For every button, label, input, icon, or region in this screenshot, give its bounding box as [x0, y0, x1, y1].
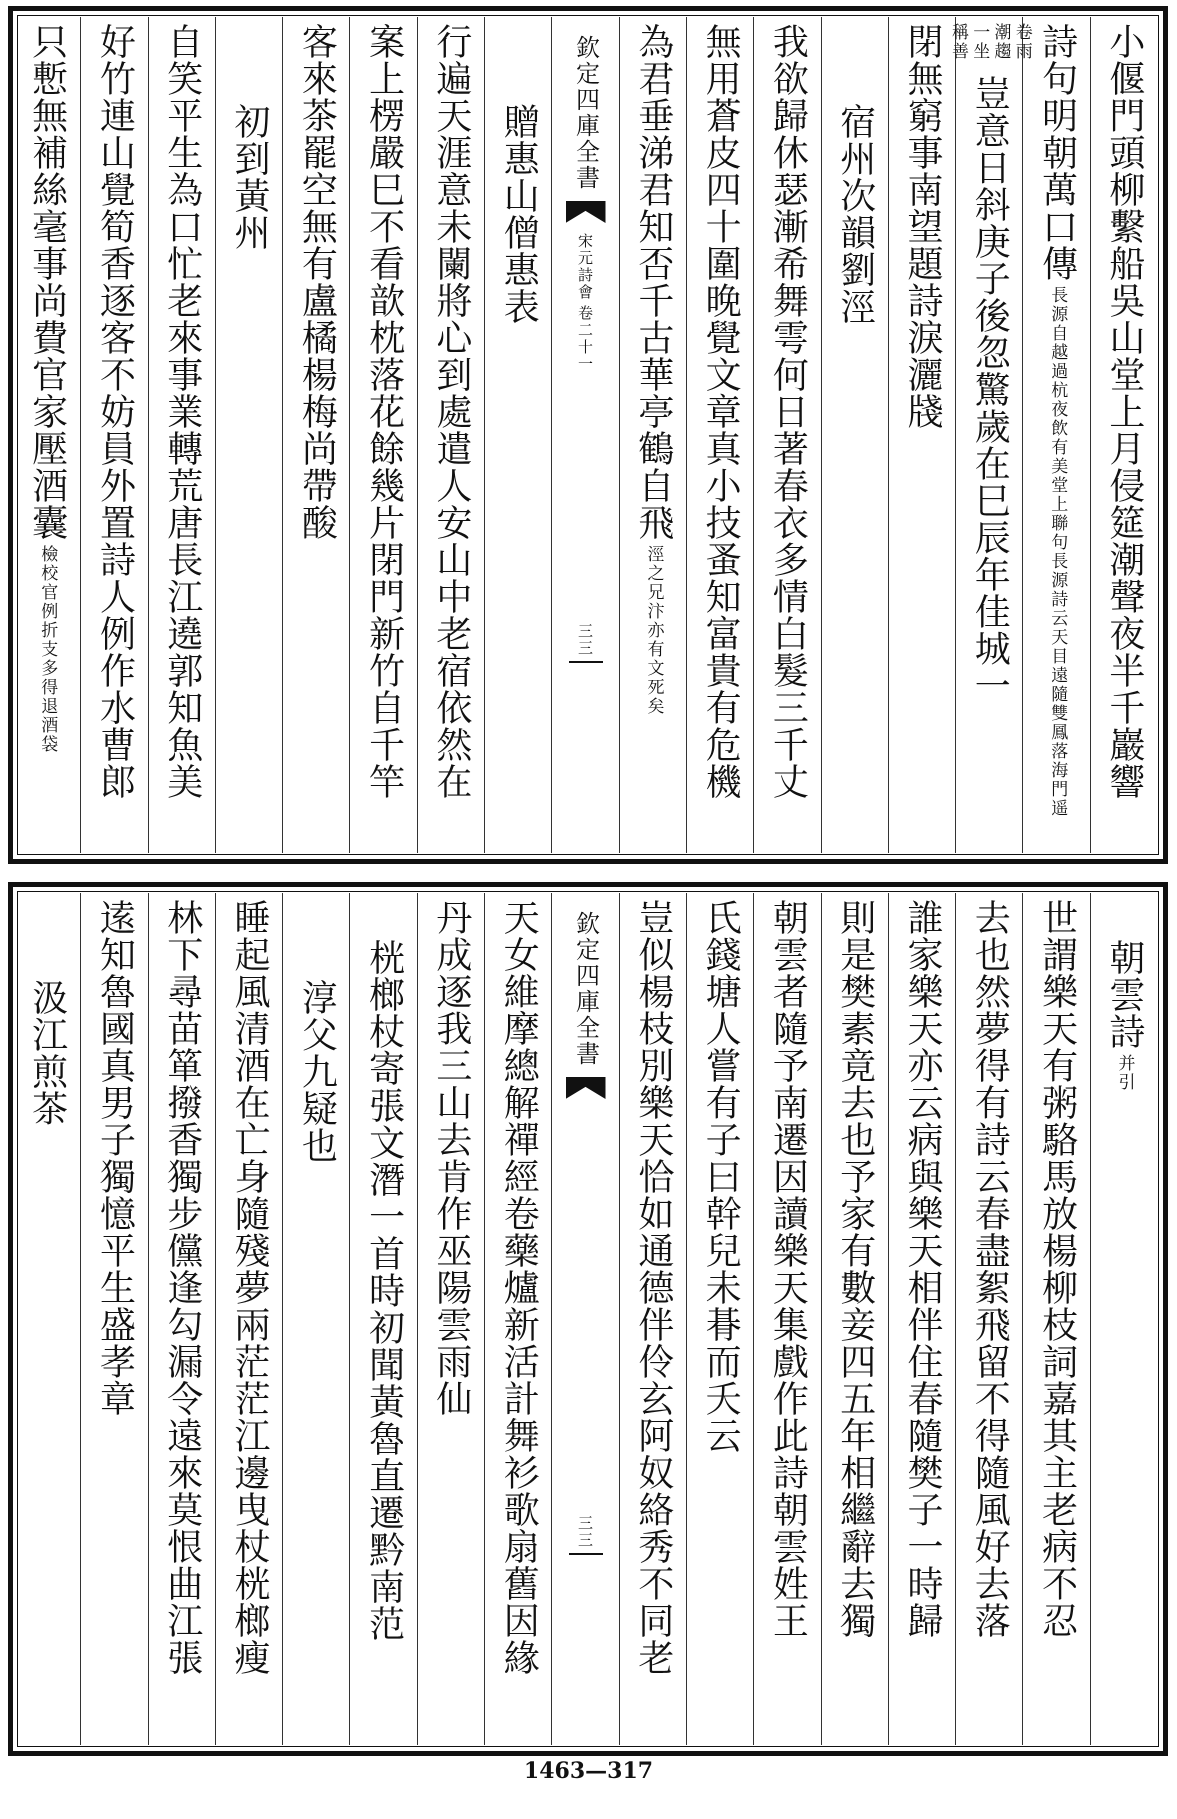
folio-number: 三三: [576, 1515, 595, 1549]
column-text: 為君垂涕君知否千古華亭鶴自飛: [632, 23, 674, 541]
text-column: [753, 893, 820, 1745]
text-column: [686, 893, 753, 1745]
volume-number: 卷二十一: [576, 305, 595, 373]
page-number: 1463—317: [523, 1758, 654, 1784]
text-column: [484, 893, 551, 1745]
section-heading: 朝雲詩: [1103, 939, 1145, 1050]
column-text: 只慙無補絲毫事尚費官家壓酒囊: [26, 23, 68, 541]
folio-rule: [569, 1553, 603, 1555]
lower-page-columns: [13, 887, 1163, 1751]
column-text: 閉無窮事南望題詩淚灑牋: [901, 23, 943, 430]
text-column: [417, 893, 484, 1745]
folio-number: 三三: [576, 623, 595, 657]
text-column: [148, 893, 215, 1745]
text-column: [1090, 17, 1157, 853]
folio-rule: [569, 661, 603, 663]
book-title: 欽定四庫全書: [571, 35, 600, 191]
section-heading: 初到黃州: [229, 103, 271, 251]
column-text: 豈意日斜庚子後忽驚歲在巳辰年佳城一: [969, 75, 1011, 704]
text-column: [1090, 893, 1157, 1745]
column-text: 睡起風清酒在亡身隨殘夢兩茫茫江邊曳杖桄榔瘦: [229, 899, 271, 1676]
text-column: [349, 17, 416, 853]
column-text: 自笑平生為口忙老來事業轉荒唐長江遶郭知魚美: [161, 23, 203, 800]
text-column: [349, 893, 416, 1745]
column-text: 天女維摩總解禪經卷藥爐新活計舞衫歌扇舊因緣: [498, 899, 540, 1676]
column-text: 世謂樂天有粥駱馬放楊柳枝詞嘉其主老病不忍: [1036, 899, 1078, 1639]
fishtail-mark: [566, 1077, 606, 1099]
section-heading: 淳父九疑也: [296, 979, 338, 1164]
text-column: [282, 893, 349, 1745]
text-column: [13, 893, 80, 1745]
text-column: [955, 893, 1022, 1745]
column-text: 去也然夢得有詩云春盡絮飛留不得隨風好去落: [969, 899, 1011, 1639]
text-column: [417, 17, 484, 853]
text-column: [821, 17, 888, 853]
column-text: 林下尋苗箪撥香獨步儻逢勾漏令遠來莫恨曲江張: [161, 899, 203, 1676]
text-column: [215, 893, 282, 1745]
lower-page-frame: [8, 882, 1168, 1756]
text-column: [148, 17, 215, 853]
text-column: [282, 17, 349, 853]
text-column: [1022, 893, 1089, 1745]
column-text: 氏錢塘人嘗有子曰幹兒未朞而夭云: [700, 899, 742, 1454]
text-column: [80, 17, 147, 853]
volume-caption: 宋元詩會: [576, 233, 595, 301]
column-text: 豈似楊枝別樂天恰如通德伴伶玄阿奴絡秀不同老: [632, 899, 674, 1676]
column-text: 客來茶罷空無有盧橘楊梅尚帶酸: [296, 23, 338, 541]
text-column: [888, 893, 955, 1745]
text-column: [619, 17, 686, 853]
section-heading: 汲江煎茶: [26, 979, 68, 1127]
upper-page-frame: [8, 6, 1168, 864]
book-title: 欽定四庫全書: [571, 911, 600, 1067]
column-text: 詩句明朝萬口傳: [1036, 23, 1078, 282]
column-text: 則是樊素竟去也予家有數妾四五年相繼辭去獨: [834, 899, 876, 1639]
annotation-note: 卷雨潮趨一坐稱善: [948, 23, 1032, 61]
column-text: 無用蒼皮四十圍晚覺文章真小技蚤知富貴有危機: [700, 23, 742, 800]
column-text: 案上楞嚴巳不看歆枕落花餘幾片閉門新竹自千竿: [363, 23, 405, 800]
section-heading: 宿州次韻劉涇: [834, 103, 876, 325]
text-column: [80, 893, 147, 1745]
text-column: [215, 17, 282, 853]
text-column: [484, 17, 551, 853]
upper-page-columns: [13, 11, 1163, 859]
column-text: 逺知魯國真男子獨憶平生盛孝章: [94, 899, 136, 1417]
heading-note: 并引: [1114, 1054, 1135, 1092]
section-heading: 贈惠山僧惠表: [498, 103, 540, 325]
annotation-note: 涇之兄汴亦有文死矣: [643, 545, 664, 716]
fishtail-mark: [566, 201, 606, 223]
section-heading: 桄榔杖寄張文潛一首時初聞黃魯直遷黔南范: [363, 939, 405, 1642]
text-column: [619, 893, 686, 1745]
column-text: 朝雲者隨予南遷因讀樂天集戲作此詩朝雲姓王: [767, 899, 809, 1639]
column-text: 小偃門頭柳繫船吳山堂上月侵筵潮聲夜半千巖響: [1103, 23, 1145, 800]
center-fold-column: [551, 893, 618, 1745]
text-column: [753, 17, 820, 853]
text-column: [1022, 17, 1089, 853]
text-column: [888, 17, 955, 853]
annotation-note: 長源自越過杭夜飲有美堂上聯句長源詩云天目遠隨雙鳳落海門遥: [1047, 286, 1068, 818]
center-fold-column: [551, 17, 618, 853]
text-column: [686, 17, 753, 853]
text-column: [948, 17, 1032, 853]
text-column: [13, 17, 80, 853]
column-text: 丹成逐我三山去肯作巫陽雲雨仙: [430, 899, 472, 1417]
column-text: 我欲歸休瑟漸希舞雩何日著春衣多情白髮三千丈: [767, 23, 809, 800]
column-text: 行遍天涯意未闌將心到處遣人安山中老宿依然在: [430, 23, 472, 800]
column-text: 誰家樂天亦云病與樂天相伴住春隨樊子一時歸: [901, 899, 943, 1639]
text-column: [821, 893, 888, 1745]
column-text: 好竹連山覺筍香逐客不妨員外置詩人例作水曹郎: [94, 23, 136, 800]
annotation-note: 檢校官例折支多得退酒袋: [37, 545, 58, 754]
